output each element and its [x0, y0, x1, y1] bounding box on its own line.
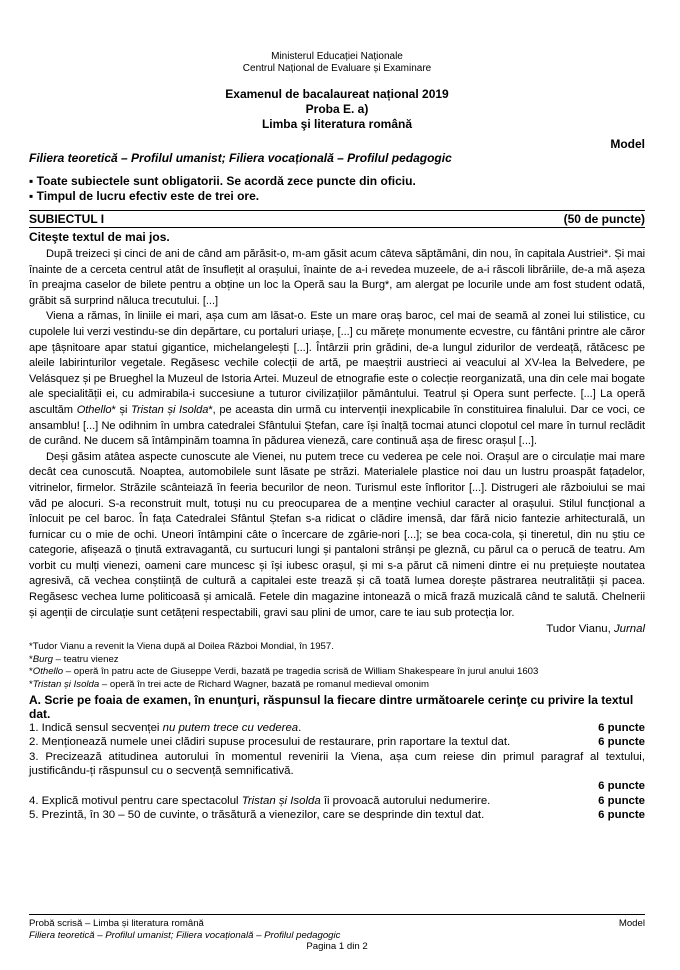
- exam-page: [29, 0, 645, 970]
- footer-model: Model: [618, 918, 645, 929]
- rule-item: ▪ Timpul de lucru efectiv este de trei ore.: [29, 189, 260, 203]
- page-number: Pagina 1 din 2: [306, 941, 368, 952]
- footnote: *Tristan și Isolda – operă în trei acte de Richard Wagner, bazată pe romanul medieval omonim: [29, 679, 429, 691]
- text-paragraph-2: [29, 309, 645, 449]
- task-item: 5. Prezintă, în 30 – 50 de cuvinte, o trăsătură a vienezilor, care se desprinde din textul dat. 6 puncte: [29, 809, 645, 822]
- text-source: [29, 622, 645, 637]
- section-points: (50 de puncte): [563, 212, 645, 226]
- text-paragraph-3: Deși găsim atâtea aspecte cunoscute ale Vienei, nu putem trece cu vederea pe cele noi. Orașul are o circulație mai mare decât cea cunoscută. Noaptea, automobilele sunt lăsate pe străzi. Materialele plastice noi dau un lustru proaspăt fațadelor, vitrinelor, firmelor. Străzile scânteiază în feeria becurilor de neon. Turismul este înfloritor [...]. Distrugeri ale războiului se mai văd pe alocuri. S-a reconstruit mult, totuși nu cu preocuparea de a menține vechiul caracter al orașului. Stilul funcțional a înlocuit pe cel baroc. În fața Catedralei Sfântul Ștefan s-a ridicat o clădire imensă, dar fără nicio fantezie arhitecturală, un furnicar cu o mie de ochi. Uneori întâmpini câte o încercare de zgârie-nori [...]; se bea coca-cola, și tineretul, din nu știu ce categorie, afișează o ținută extravagantă, cu surtucuri lungi și pantaloni strânși pe gleznă, cu părul ca o perucă de teatru. Am vorbit cu mulți vienezi, oameni care muncesc și își iubesc orașul, și mi s-a părut că nimeni dintre ei nu prețuiește noutatea agresivă, că vechea conștiință de cultură a capitalei este trează și că toată lumea dorește păstrarea neutralității și pacea. Regăsesc vechea lume politicoasă și amicală. Fetele din magazine intonează o mică frază muzicală când te salută. Chelnerii și agenții de circulație sunt cetățeni respectabili, gravi sau plini de umor, care te iau sub protecția lor.: [29, 450, 645, 619]
- footnotes: [29, 641, 645, 691]
- exam-title: Examenul de bacalaureat național 2019: [225, 87, 449, 101]
- text-paragraph-1: După treizeci și cinci de ani de când am părăsit-o, m-am găsit acum câteva săptămâni, din nou, în capitala Austriei*. Și mai înainte de a cerceta centrul atât de însuflețit al orașului, înainte de a-i revedea muzeele, de a-i răscoli librăriile, de-a mă așeza în preajma caselor de bilete pentru a obține un loc la Operă sau la Burg*, am alergat pe locurile unde am fost student odată, grăbit să surprind năluca trecutului. [...]: [29, 248, 645, 307]
- rule-item: ▪ Toate subiectele sunt obligatorii. Se acordă zece puncte din oficiu.: [29, 174, 416, 188]
- task-points: 6 puncte: [598, 809, 645, 822]
- task-item: 4. Explică motivul pentru care spectacolul Tristan și Isolda îi provoacă autorului nedumerire. 6 puncte: [29, 794, 645, 807]
- exam-subject: Limba şi literatura română: [261, 117, 413, 131]
- footnote: *Burg – teatru vienez: [29, 653, 119, 665]
- opera-title: Tristan și Isolda: [131, 403, 209, 416]
- paragraph-text: Viena a rămas, în liniile ei mari, așa cum am lăsat-o. Este un mare oraș baroc, cel mai de seamă al zonei lui stilistice, cu cupolele lui verzi vestindu-se din depărtare, cu portaluri uriașe, [...] cu mărețe monumente ecvestre, cu fântâni printre ale căror ape țâșnitoare apar statui gigantice, michelangelești [...]. Întârzii prin grădini, de-a lungul zidurilor de verdeață, rătăcesc pe aleile labirinturilor vegetale. Regăsesc vechile colecții de artă, pe maeștrii austrieci ai veacului al XV-lea la Belvedere, pe Velásquez și pe Brueghel la Muzeul de Istoria Artei. Muzeul de etnografie este o colecție reorganizată, una din cele mai bogate ale specialității ei, cu admirabila-i succesiune a tuturor civilizațiilor pământului. Teatrul și Opera sunt perfecte. [...] La operă ascultăm: [29, 310, 645, 416]
- footer-subject: Probă scrisă – Limba și literatura română: [29, 918, 204, 929]
- model-label: Model: [610, 137, 645, 151]
- section-header: [29, 210, 645, 228]
- opera-title: Othello: [76, 403, 112, 416]
- evaluation-center-name: Centrul Național de Evaluare și Examinare: [242, 63, 432, 74]
- exam-probe: Proba E. a): [305, 102, 369, 116]
- paragraph-text: *, pe aceasta din urmă cu intervenții inexplicabile în constituirea finalului. Dar ce voci, ce ansamblu! [...] Ne odihnim în umbra catedralei Sfântului Ștefan, care își înalță tocmai atunci clopotul cel mare în turnul reclădit de curând. Ne ducem să întâmpinăm toamna în pădurea vieneză, care continuă așa de firesc orașul [...].: [29, 403, 646, 448]
- task-points: 6 puncte: [598, 721, 645, 734]
- task-points: 6 puncte: [598, 780, 645, 792]
- section-title: SUBIECTUL I: [29, 212, 105, 226]
- footer-filiera: Filiera teoretică – Profilul umanist; Filiera vocațională – Profilul pedagogic: [29, 929, 341, 941]
- paragraph-text: * și: [111, 403, 132, 416]
- rules-list: [29, 174, 645, 204]
- author-name: Tudor Vianu,: [546, 623, 614, 636]
- work-title: Jurnal: [613, 623, 645, 636]
- footnote: *Tudor Vianu a revenit la Viena după al Doilea Război Mondial, în 1957.: [29, 641, 334, 653]
- section-instruction: Citeşte textul de mai jos.: [29, 230, 170, 244]
- filiera-line: Filiera teoretică – Profilul umanist; Filiera vocațională – Profilul pedagogic: [29, 151, 452, 165]
- task-item: 3. Precizează atitudinea autorului în momentul revenirii la Viena, așa cum reiese din primul paragraf al textului, justificându-ți răspunsul cu o secvență semnificativă. 6 puncte: [29, 750, 645, 792]
- ministry-name: Ministerul Educației Naționale: [271, 51, 403, 62]
- rule-text: Toate subiectele sunt obligatorii. Se acordă zece puncte din oficiu.: [36, 174, 416, 188]
- footnote: *Othello – operă în patru acte de Giuseppe Verdi, bazată pe tragedia scrisă de William Shakespeare în jurul anului 1603: [29, 666, 539, 678]
- task-points: 6 puncte: [598, 794, 645, 807]
- task-item: 1. Indică sensul secvenței nu putem trece cu vederea. 6 puncte: [29, 721, 645, 734]
- part-a-heading: A. Scrie pe foaia de examen, în enunţuri, răspunsul la fiecare dintre următoarele cerinţe cu privire la textul dat.: [29, 692, 634, 721]
- task-item: 2. Menționează numele unei clădiri supuse procesului de restaurare, prin raportare la textul dat. 6 puncte: [29, 736, 645, 749]
- rule-text: Timpul de lucru efectiv este de trei ore.: [36, 189, 260, 203]
- task-points: 6 puncte: [598, 736, 645, 749]
- page-footer: [29, 914, 645, 953]
